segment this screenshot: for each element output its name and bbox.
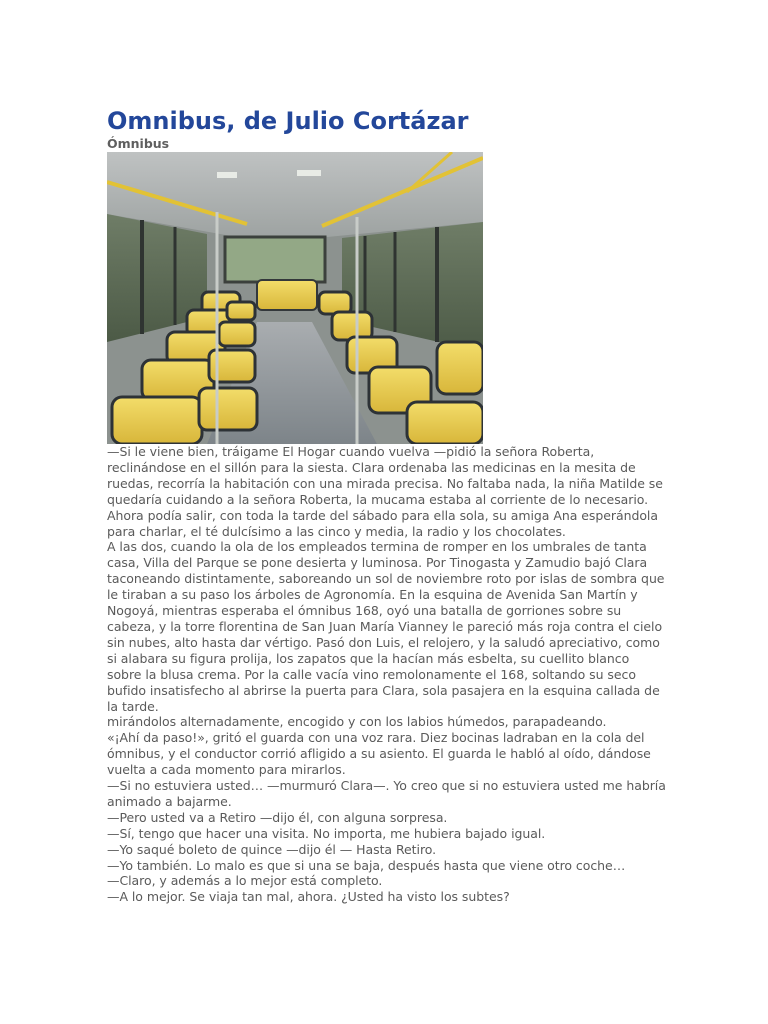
paragraph: —Si le viene bien, tráigame El Hogar cuando vuelva —pidió la señora Roberta, reclinándose en el sillón para la siesta. Clara ordenaba las medicinas en la mesita de ruedas, recorría la habitación con una mirada precisa. No faltaba nada, la niña Matilde se quedaría cuidando a la señora Roberta, la mucama estaba al corriente de lo necesario. Ahora podía salir, con toda la tarde del sábado para ella sola, su amiga Ana esperándola para charlar, el té dulcísimo a las cinco y media, la radio y los chocolates. [107,444,663,539]
paragraph: mirándolos alternadamente, encogido y con los labios húmedos, parapadeando. [107,714,607,730]
paragraph: —Yo también. Lo malo es que si una se baja, después hasta que viene otro coche… [107,857,626,873]
paragraph: —Yo saqué boleto de quince —dijo él — Hasta Retiro. [107,841,437,857]
article [107,106,667,905]
article-subtitle: Ómnibus [107,136,170,151]
paragraph: —Si no estuviera usted… —murmuró Clara—. Yo creo que si no estuviera usted me habría animado a bajarme. [107,778,666,809]
paragraph: —Pero usted va a Retiro —dijo él, con alguna sorpresa. [107,809,448,825]
paragraph: «¡Ahí da paso!», gritó el guarda con una voz rara. Diez bocinas ladraban en la cola del ómnibus, y el conductor corrió afligido a su asiento. El guarda le habló al oído, dándose vuelta a cada momento para mirarlos. [107,730,651,778]
paragraph: —A lo mejor. Se viaja tan mal, ahora. ¿Usted ha visto los subtes? [107,889,510,905]
bus-interior-photo [107,152,483,444]
article-title: Omnibus, de Julio Cortázar [107,107,469,135]
paragraph: —Sí, tengo que hacer una visita. No importa, me hubiera bajado igual. [107,825,546,841]
paragraph: —Claro, y además a lo mejor está completo. [107,873,383,889]
story-text [107,444,667,905]
paragraph: A las dos, cuando la ola de los empleados termina de romper en los umbrales de tanta casa, Villa del Parque se pone desierta y luminosa. Por Tinogasta y Zamudio bajó Clara taconeando distintamente, saboreando un sol de noviembre roto por islas de sombra que le tiraban a su paso los árboles de Agronomía. En la esquina de Avenida San Martín y Nogoyá, mientras esperaba el ómnibus 168, oyó una batalla de gorriones sobre su cabeza, y la torre florentina de San Juan María Vianney le pareció más roja contra el cielo sin nubes, alto hasta dar vértigo. Pasó don Luis, el relojero, y la saludó apreciativo, como si alabara su figura prolija, los zapatos que la hacían más esbelta, su cuellito blanco sobre la blusa crema. Por la calle vacía vino remolonamente el 168, soltando su seco bufido insatisfecho al abrirse la puerta para Clara, sola pasajera en la esquina callada de la tarde. [107,539,665,714]
